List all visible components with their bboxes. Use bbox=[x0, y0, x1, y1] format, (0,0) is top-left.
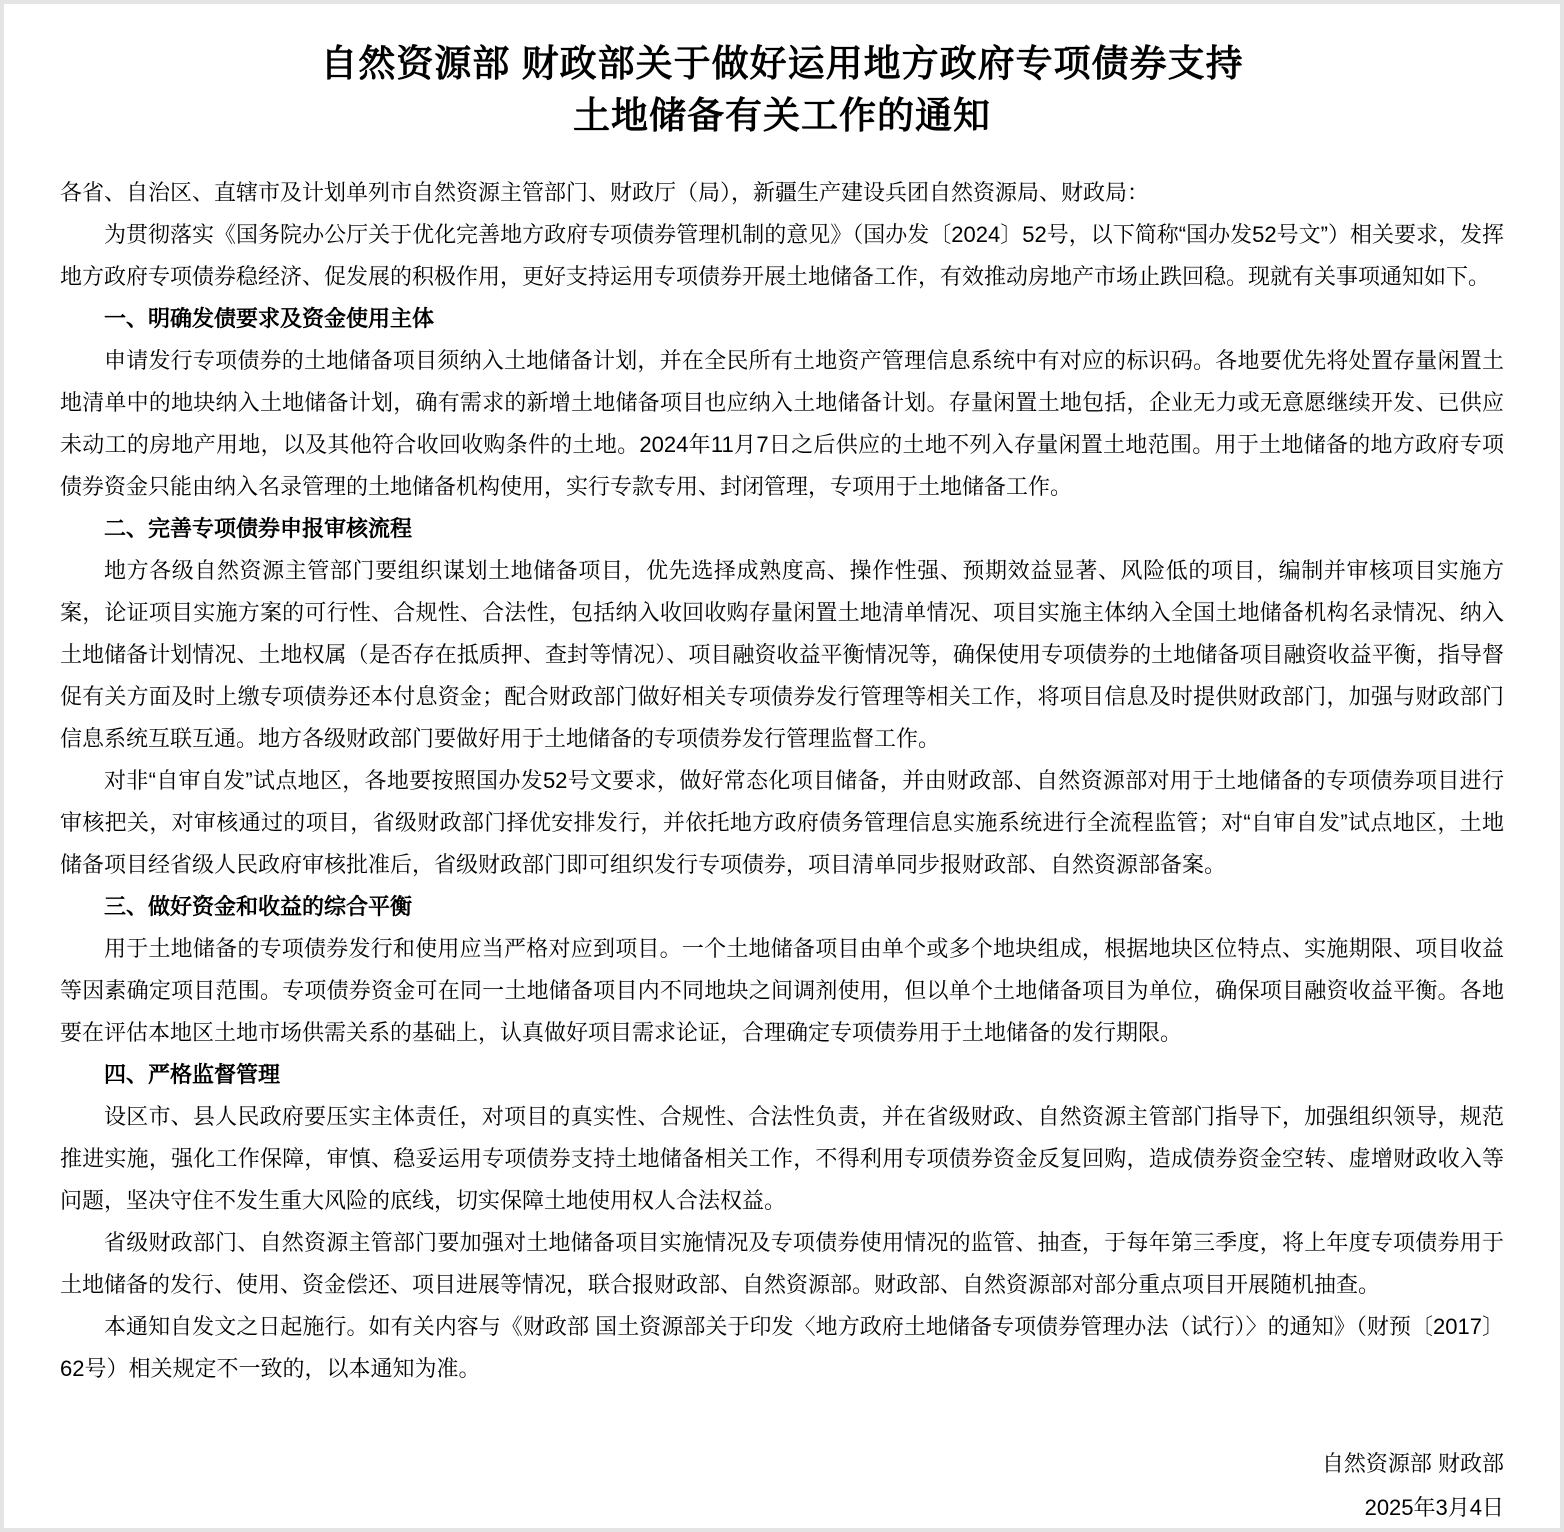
section-4-paragraph-1: 设区市、县人民政府要压实主体责任，对项目的真实性、合规性、合法性负责，并在省级财政、自然资源主管部门指导下，加强组织领导，规范推进实施，强化工作保障，审慎、稳妥运用专项债券支持土地储备相关工作，不得利用专项债券资金反复回购，造成债券资金空转、虚增财政收入等问题，坚决守住不发生重大风险的底线，切实保障土地使用权人合法权益。 bbox=[60, 1104, 1504, 1213]
intro-paragraph: 为贯彻落实《国务院办公厅关于优化完善地方政府专项债券管理机制的意见》（国办发〔2024〕52号，以下简称“国办发52号文”）相关要求，发挥地方政府专项债券稳经济、促发展的积极作用，更好支持运用专项债券开展土地储备工作，有效推动房地产市场止跌回稳。现就有关事项通知如下。 bbox=[60, 222, 1504, 289]
section-1-heading: 一、明确发债要求及资金使用主体 bbox=[104, 306, 435, 331]
document-date: 2025年3月4日 bbox=[1364, 1495, 1504, 1520]
title-line-2: 土地储备有关工作的通知 bbox=[573, 95, 991, 136]
section-2-paragraph-1: 地方各级自然资源主管部门要组织谋划土地储备项目，优先选择成熟度高、操作性强、预期效益显著、风险低的项目，编制并审核项目实施方案，论证项目实施方案的可行性、合规性、合法性，包括纳入收回收购存量闲置土地清单情况、项目实施主体纳入全国土地储备机构名录情况、纳入土地储备计划情况、土地权属（是否存在抵质押、查封等情况）、项目融资收益平衡情况等，确保使用专项债券的土地储备项目融资收益平衡，指导督促有关方面及时上缴专项债券还本付息资金；配合财政部门做好相关专项债券发行管理等相关工作，将项目信息及时提供财政部门，加强与财政部门信息系统互联互通。地方各级财政部门要做好用于土地储备的专项债券发行管理监督工作。 bbox=[60, 558, 1504, 751]
section-3-heading: 三、做好资金和收益的综合平衡 bbox=[104, 894, 413, 919]
section-1-paragraph-1: 申请发行专项债券的土地储备项目须纳入土地储备计划，并在全民所有土地资产管理信息系统中有对应的标识码。各地要优先将处置存量闲置土地清单中的地块纳入土地储备计划，确有需求的新增土地储备项目也应纳入土地储备计划。存量闲置土地包括，企业无力或无意愿继续开发、已供应未动工的房地产用地，以及其他符合收回收购条件的土地。2024年11月7日之后供应的土地不列入存量闲置土地范围。用于土地储备的地方政府专项债券资金只能由纳入名录管理的土地储备机构使用，实行专款专用、封闭管理，专项用于土地储备工作。 bbox=[60, 348, 1504, 499]
title-line-1: 自然资源部 财政部关于做好运用地方政府专项债券支持 bbox=[320, 43, 1244, 84]
signature: 自然资源部 财政部 bbox=[1321, 1451, 1504, 1476]
page-title bbox=[60, 38, 1504, 142]
section-3-paragraph-1: 用于土地储备的专项债券发行和使用应当严格对应到项目。一个土地储备项目由单个或多个地块组成，根据地块区位特点、实施期限、项目收益等因素确定项目范围。专项债券资金可在同一土地储备项目内不同地块之间调剂使用，但以单个土地储备项目为单位，确保项目融资收益平衡。各地要在评估本地区土地市场供需关系的基础上，认真做好项目需求论证，合理确定专项债券用于土地储备的发行期限。 bbox=[60, 936, 1504, 1045]
section-2-paragraph-2: 对非“自审自发”试点地区，各地要按照国办发52号文要求，做好常态化项目储备，并由财政部、自然资源部对用于土地储备的专项债券项目进行审核把关，对审核通过的项目，省级财政部门择优安排发行，并依托地方政府债务管理信息实施系统进行全流程监管；对“自审自发”试点地区，土地储备项目经省级人民政府审核批准后，省级财政部门即可组织发行专项债券，项目清单同步报财政部、自然资源部备案。 bbox=[60, 768, 1504, 877]
section-4-paragraph-2: 省级财政部门、自然资源主管部门要加强对土地储备项目实施情况及专项债券使用情况的监管、抽查，于每年第三季度，将上年度专项债券用于土地储备的发行、使用、资金偿还、项目进展等情况，联合报财政部、自然资源部。财政部、自然资源部对部分重点项目开展随机抽查。 bbox=[60, 1230, 1504, 1297]
section-2-heading: 二、完善专项债券申报审核流程 bbox=[104, 516, 413, 541]
signature-block bbox=[60, 1442, 1504, 1530]
section-4-heading: 四、严格监督管理 bbox=[104, 1062, 281, 1087]
section-4-paragraph-3: 本通知自发文之日起施行。如有关内容与《财政部 国土资源部关于印发〈地方政府土地储备专项债券管理办法（试行）〉的通知》（财预〔2017〕62号）相关规定不一致的，以本通知为准。 bbox=[60, 1314, 1504, 1381]
addressee-line: 各省、自治区、直辖市及计划单列市自然资源主管部门、财政厅（局），新疆生产建设兵团自然资源局、财政局： bbox=[60, 180, 1150, 205]
